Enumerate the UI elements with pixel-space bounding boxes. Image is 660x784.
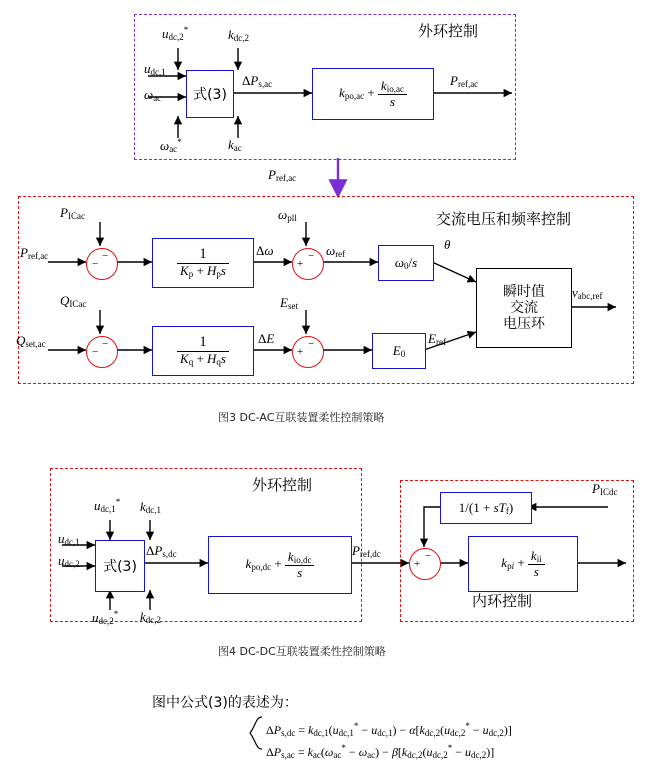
fig3-caption: 图3 DC-AC互联装置柔性控制策略 xyxy=(218,411,385,424)
fig3-dPsac-label: $\Delta P_{s,ac}$ xyxy=(242,73,273,89)
fig4-dPsdc-label: $\Delta P_{s,dc}$ xyxy=(146,543,177,559)
fig4-inner-loop-title: 内环控制 xyxy=(472,592,533,610)
fig3-kp-hp-expr: $\frac{1}{K_p + H_ps}$ xyxy=(177,247,229,279)
fig4-pi-inner-expr: $k_{pi}$ + $\frac{k_{ii}}{s}$ xyxy=(501,549,544,579)
footer-eq-line2: $\Delta P_{s,ac} = k_{ac}(\omega_{ac}^* - \omega_{ac}) - \beta[k_{dc,2}(u_{dc,2}^* - u_{dc,2})]$ xyxy=(266,743,495,760)
fig3-kac-label: $k_{ac}$ xyxy=(228,137,242,153)
fig3-udc1-label: $u_{dc,1}$ xyxy=(144,61,166,77)
fig3-qicac-label: $Q_{ICac}$ xyxy=(60,293,87,309)
fig3-udc2-ref-label: $u_{dc,2}^*$ xyxy=(162,25,189,42)
fig3-ac-control-title: 交流电压和频率控制 xyxy=(436,210,572,228)
fig3-outer-loop-title: 外环控制 xyxy=(418,22,479,40)
fig4-caption: 图4 DC-DC互联装置柔性控制策略 xyxy=(218,645,386,658)
fig4-udc1-ref-label: $u_{dc,1}^*$ xyxy=(94,497,121,514)
fig3-sum-e-plus-left: + xyxy=(297,346,304,358)
fig3-eref-label: $E_{ref}$ xyxy=(428,331,446,347)
fig3-sum-w-minus-top: − xyxy=(308,250,315,262)
fig3-qsetac-label: $Q_{set,ac}$ xyxy=(16,333,46,349)
fig4-kdc1-label: $k_{dc,1}$ xyxy=(140,499,162,515)
fig3-wpll-label: $\omega_{pll}$ xyxy=(278,207,297,223)
fig3-wac-ref-label: $\omega_{ac}^*$ xyxy=(160,137,182,154)
fig3-kp-hp-block xyxy=(152,238,254,288)
fig3-w0s-block xyxy=(378,245,434,281)
fig3-domega-label: Δω xyxy=(256,243,274,258)
fig4-kdc2-label: $k_{dc,2}$ xyxy=(140,609,162,625)
fig3-kq-hq-block xyxy=(152,326,254,376)
fig3-prefac-out-label: $P_{ref,ac}$ xyxy=(450,73,479,89)
fig4-eq3-label: 式(3) xyxy=(103,559,137,575)
fig3-sum-q-minus-top: − xyxy=(102,338,109,350)
fig4-filter-expr: $1/(1 + sT_f)$ xyxy=(458,500,514,516)
fig3-eq3-label: 式(3) xyxy=(193,87,227,103)
footer-intro: 图中公式(3)的表述为： xyxy=(152,695,298,711)
fig4-udc2-ref-label: $u_{dc,2}^*$ xyxy=(92,609,119,626)
fig4-udc1-label: $u_{dc,1}$ xyxy=(58,531,80,547)
fig3-sum-w-plus-left: + xyxy=(297,258,304,270)
fig3-prefac-in-label: $P_{ref,ac}$ xyxy=(20,245,49,261)
fig3-wref-label: $\omega_{ref}$ xyxy=(326,243,346,259)
fig3-e0-expr: $E_0$ xyxy=(392,343,406,359)
fig3-pi-ac-expr: $k_{po,ac}$ + $\frac{k_{io,ac}}{s}$ xyxy=(339,79,407,109)
fig3-dE-label: ΔE xyxy=(258,331,275,346)
fig3-wac-label: $\omega_{ac}$ xyxy=(144,87,162,103)
fig3-sum-p-minus-top: − xyxy=(102,250,109,262)
fig4-pi-dc-block xyxy=(208,536,352,594)
fig3-theta-label: θ xyxy=(444,237,451,252)
fig3-sum-e-minus-top: − xyxy=(308,338,315,350)
fig3-eset-label: $E_{set}$ xyxy=(280,295,298,311)
footer-eq-line1: $\Delta P_{s,dc} = k_{dc,1}(u_{dc,1}^* - u_{dc,1}) - \alpha[k_{dc,2}(u_{dc,2}^* - u_{dc,2})]$ xyxy=(266,721,512,738)
fig3-picac-label: $P_{ICac}$ xyxy=(60,205,85,221)
fig3-e0-block xyxy=(372,333,426,369)
fig4-eq3-block xyxy=(95,540,145,592)
fig3-w0s-expr: $\omega_0/s$ xyxy=(394,255,418,271)
fig4-pi-dc-expr: $k_{po,dc}$ + $\frac{k_{io,dc}}{s}$ xyxy=(246,550,315,580)
fig4-sum-plus-left: + xyxy=(414,558,421,570)
fig4-filter-block xyxy=(440,492,532,524)
fig4-udc2-label: $u_{dc,2}$ xyxy=(58,553,80,569)
fig3-instant-ac-voltage-loop-block xyxy=(476,268,572,348)
fig4-prefdc-label: $P_{ref,dc}$ xyxy=(352,543,381,559)
fig3-instant-block-label: 瞬时值 交流 电压环 xyxy=(503,283,545,333)
fig3-eq3-block xyxy=(186,70,234,118)
fig4-sum-minus-top: − xyxy=(425,550,432,562)
fig3-prefac-arrow-label: $P_{ref,ac}$ xyxy=(268,167,297,183)
fig4-picdc-label: $P_{ICdc}$ xyxy=(592,481,618,497)
fig3-vabcref-label: $v_{abc,ref}$ xyxy=(572,285,603,301)
fig3-kdc2-label: $k_{dc,2}$ xyxy=(228,27,250,43)
fig3-kq-hq-expr: $\frac{1}{K_q + H_qs}$ xyxy=(177,335,229,367)
fig4-pi-inner-block xyxy=(468,536,578,592)
fig3-sum-q-minus-left: − xyxy=(92,346,99,358)
fig3-sum-p-minus-left: − xyxy=(92,258,99,270)
fig4-outer-loop-title: 外环控制 xyxy=(252,476,313,494)
fig3-pi-ac-block xyxy=(312,68,434,120)
